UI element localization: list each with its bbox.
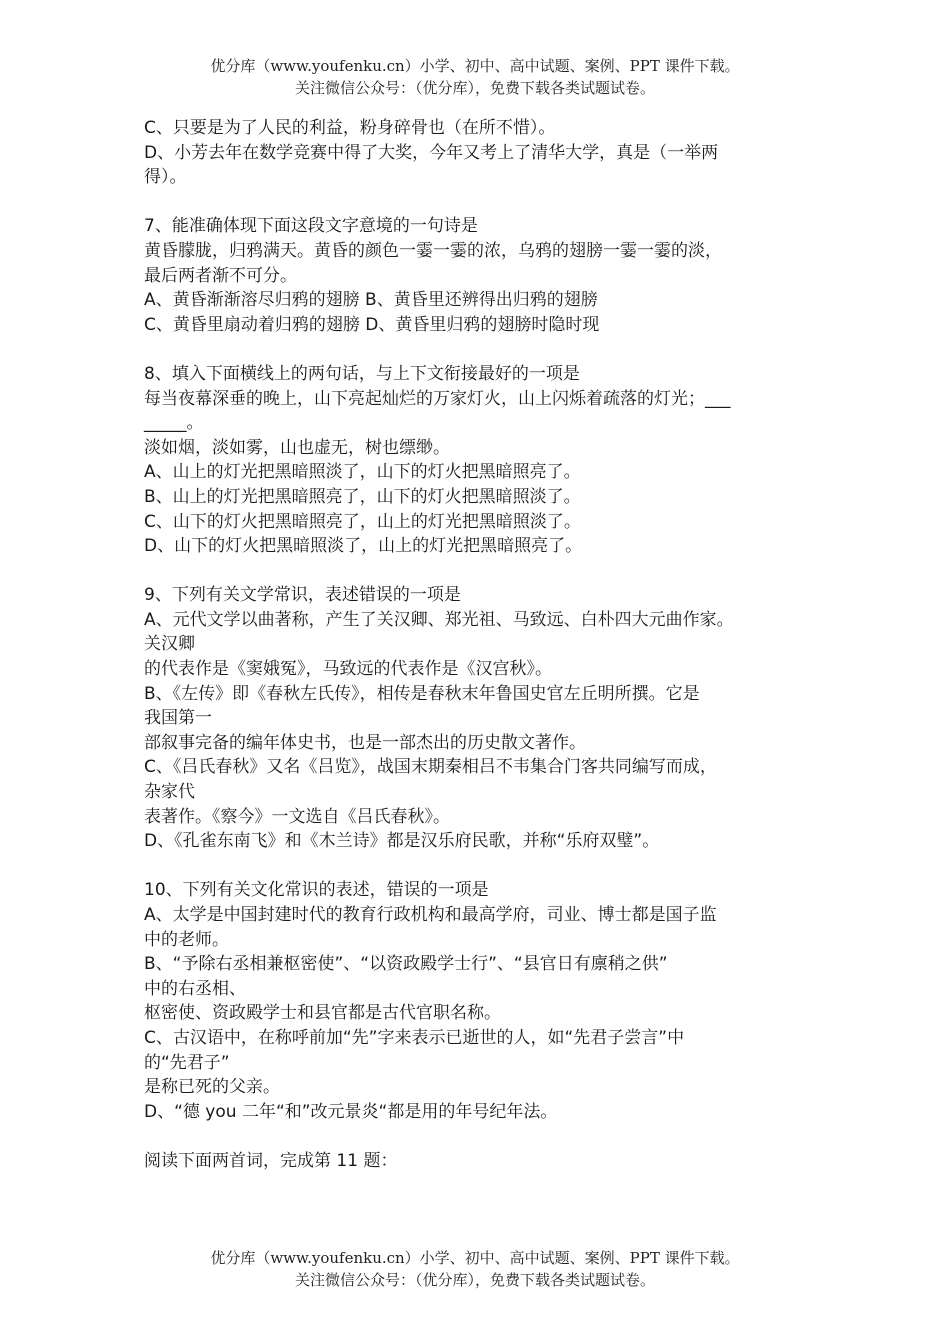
text-line: 部叙事完备的编年体史书，也是一部杰出的历史散文著作。 bbox=[144, 732, 586, 753]
text-line: 中的老师。 bbox=[144, 929, 229, 950]
text-line: B、山上的灯光把黑暗照亮了，山下的灯火把黑暗照淡了。 bbox=[144, 486, 581, 507]
footer-line-1: 优分库（www.youfenku.cn）小学、初中、高中试题、案例、PPT 课件下载。 bbox=[210, 1249, 740, 1267]
text-line: 中的右丞相、 bbox=[144, 978, 246, 999]
header-line-2: 关注微信公众号：（优分库），免费下载各类试题试卷。 bbox=[294, 79, 655, 97]
text-line: _____。 bbox=[144, 413, 204, 434]
text-line: D、山下的灯火把黑暗照淡了，山上的灯光把黑暗照亮了。 bbox=[144, 536, 583, 557]
text-line: C、黄昏里扇动着归鸦的翅膀 D、黄昏里归鸦的翅膀时隐时现 bbox=[144, 314, 600, 335]
text-line: 7、能准确体现下面这段文字意境的一句诗是 bbox=[144, 216, 478, 237]
text-line: B、“予除右丞相兼枢密使”、“以资政殿学士行”、“县官日有廪稍之供” bbox=[144, 954, 668, 975]
footer-line-2: 关注微信公众号：（优分库），免费下载各类试题试卷。 bbox=[294, 1271, 655, 1289]
text-line: 关汉卿 bbox=[144, 634, 195, 655]
text-line: 淡如烟，淡如雾，山也虚无，树也缥缈。 bbox=[144, 437, 450, 458]
text-line: 黄昏朦胧，归鸦满天。黄昏的颜色一霎一霎的浓，乌鸦的翅膀一霎一霎的淡， bbox=[144, 240, 722, 261]
text-line: 得）。 bbox=[144, 167, 187, 188]
text-line: 的“先君子” bbox=[144, 1052, 230, 1073]
text-line: 杂家代 bbox=[144, 782, 195, 803]
text-line: C、《吕氏春秋》又名《吕览》，战国末期秦相吕不韦集合门客共同编写而成， bbox=[144, 757, 717, 778]
text-line: D、小芳去年在数学竞赛中得了大奖，今年又考上了清华大学，真是（一举两 bbox=[144, 142, 719, 163]
document-body bbox=[144, 116, 814, 1174]
text-line: 每当夜幕深垂的晚上，山下亮起灿烂的万家灯火，山上闪烁着疏落的灯光；___ bbox=[144, 388, 731, 409]
blank-line bbox=[144, 190, 814, 215]
text-line: C、山下的灯火把黑暗照亮了，山上的灯光把黑暗照淡了。 bbox=[144, 511, 581, 532]
blank-line bbox=[144, 337, 814, 362]
blank-line bbox=[144, 559, 814, 584]
page-footer bbox=[0, 1247, 950, 1291]
text-line: A、太学是中国封建时代的教育行政机构和最高学府，司业、博士都是国子监 bbox=[144, 905, 717, 925]
text-line: A、黄昏渐渐溶尽归鸦的翅膀 B、黄昏里还辨得出归鸦的翅膀 bbox=[144, 290, 598, 311]
blank-line bbox=[144, 1124, 814, 1149]
text-line: 的代表作是《窦娥冤》，马致远的代表作是《汉宫秋》。 bbox=[144, 659, 552, 680]
text-line: 表著作。《察今》一文选自《吕氏春秋》。 bbox=[144, 806, 450, 827]
text-line: B、《左传》即《春秋左氏传》，相传是春秋末年鲁国史官左丘明所撰。它是 bbox=[144, 683, 700, 704]
text-line: 我国第一 bbox=[144, 708, 212, 729]
text-line: D、“德 you 二年“和”改元景炎“都是用的年号纪年法。 bbox=[144, 1101, 558, 1122]
text-line: 最后两者渐不可分。 bbox=[144, 265, 297, 286]
text-line: C、只要是为了人民的利益，粉身碎骨也（在所不惜）。 bbox=[144, 118, 556, 138]
text-line: A、元代文学以曲著称，产生了关汉卿、郑光祖、马致远、白朴四大元曲作家。 bbox=[144, 609, 734, 630]
text-line: 9、下列有关文学常识，表述错误的一项是 bbox=[144, 585, 461, 606]
text-line: A、山上的灯光把黑暗照淡了，山下的灯火把黑暗照亮了。 bbox=[144, 462, 581, 483]
text-line: C、古汉语中，在称呼前加“先”字来表示已逝世的人，如“先君子尝言”中 bbox=[144, 1027, 685, 1048]
blank-line bbox=[144, 854, 814, 879]
header-line-1: 优分库（www.youfenku.cn）小学、初中、高中试题、案例、PPT 课件下载。 bbox=[210, 57, 740, 75]
page-header bbox=[0, 55, 950, 99]
text-line: 10、下列有关文化常识的表述，错误的一项是 bbox=[144, 880, 489, 901]
text-line: 枢密使、资政殿学士和县官都是古代官职名称。 bbox=[144, 1003, 501, 1024]
text-line: 是称已死的父亲。 bbox=[144, 1077, 280, 1098]
text-line: 阅读下面两首词，完成第 11 题： bbox=[144, 1150, 398, 1171]
text-line: D、《孔雀东南飞》和《木兰诗》都是汉乐府民歌，并称“乐府双璧”。 bbox=[144, 831, 660, 852]
text-line: 8、填入下面横线上的两句话，与上下文衔接最好的一项是 bbox=[144, 363, 580, 384]
